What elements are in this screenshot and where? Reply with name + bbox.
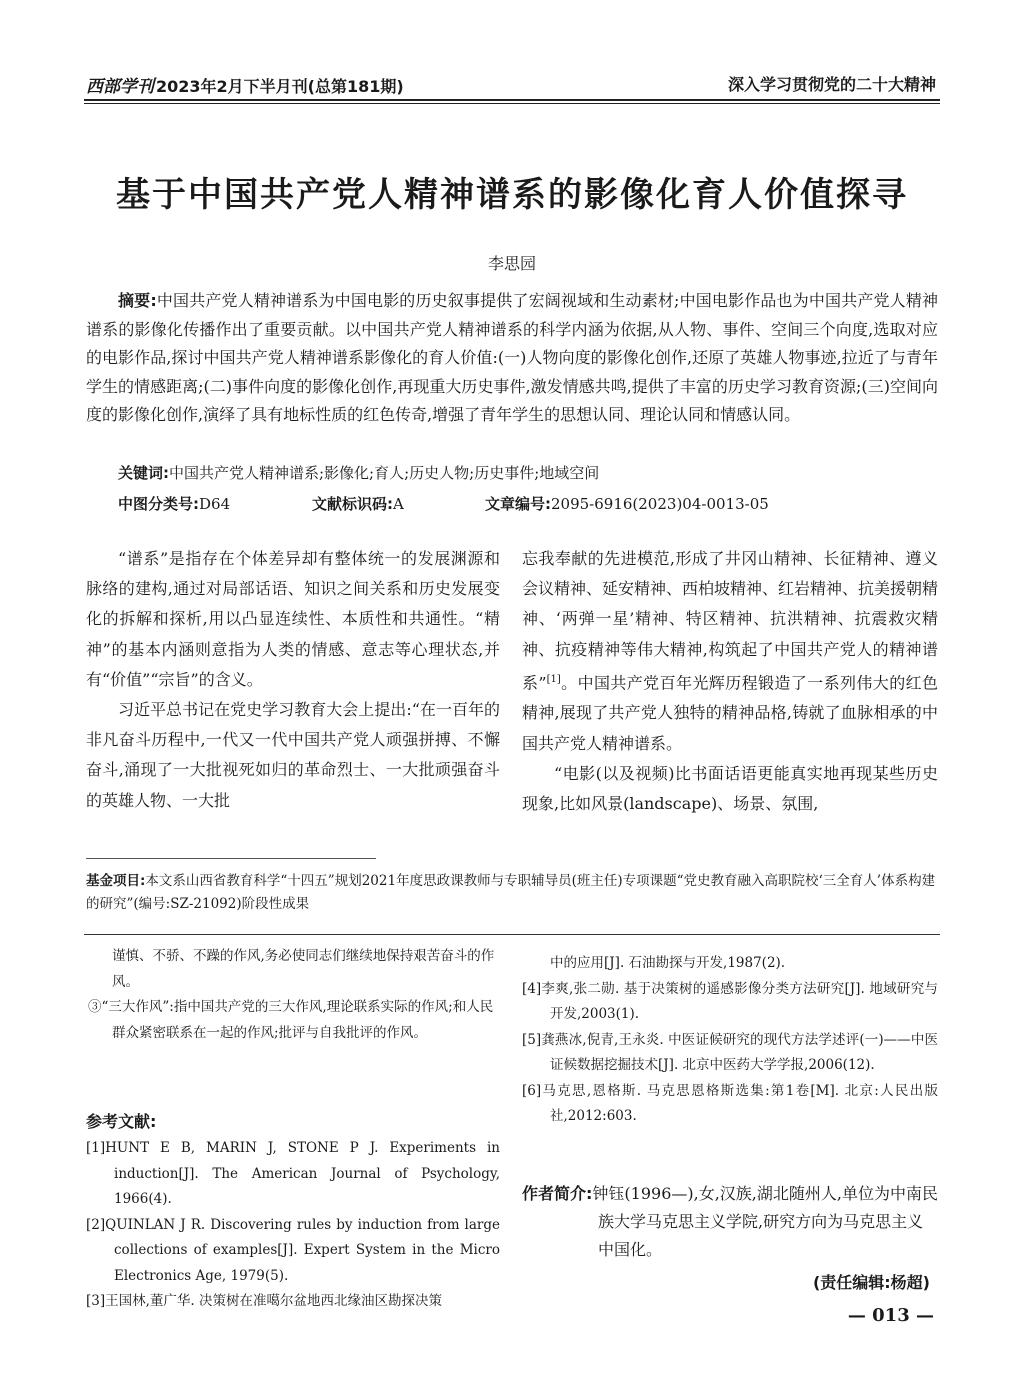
keywords-label: 关键词: bbox=[118, 464, 169, 482]
section-divider bbox=[84, 934, 940, 935]
funding-text: 本文系山西省教育科学“十四五”规划2021年度思政课教师与专职辅导员(班主任)专项课题“党史教育融入高职院校‘三全育人’体系构建的研究”(编号:SZ-21092)阶段性成果 bbox=[86, 873, 936, 912]
notes bbox=[88, 944, 500, 1046]
author-bio bbox=[522, 1180, 938, 1264]
clc-label: 中图分类号: bbox=[118, 495, 199, 513]
article-title: 基于中国共产党人精神谱系的影像化育人价值探寻 bbox=[116, 175, 908, 215]
body-paragraph: “谱系”是指存在个体差异却有整体统一的发展渊源和脉络的建构,通过对局部话语、知识之间关系和历史发展变化的拆解和探析,用以凸显连续性、本质性和共通性。“精神”的基本内涵则意指为人类的情感、意志等心理状态,并有“价值”“宗旨”的含义。 bbox=[86, 549, 500, 689]
body-paragraph: 习近平总书记在党史学习教育大会上提出:“在一百年的非凡奋斗历程中,一代又一代中国共产党人顽强拼搏、不懈奋斗,涌现了一大批视死如归的革命烈士、一大批顽强奋斗的英雄人物、一大批 bbox=[86, 700, 500, 810]
body-paragraph bbox=[522, 544, 938, 759]
issue-info: 2023年2月下半月刊(总第181期) bbox=[156, 77, 404, 96]
art-label: 文章编号: bbox=[485, 495, 551, 513]
reference-item: [4]李爽,张二勋. 基于决策树的遥感影像分类方法研究[J]. 地域研究与开发,2003(1). bbox=[522, 980, 938, 1022]
reference-item: [3]王国林,董广华. 决策树在准噶尔盆地西北缘油区勘探决策 bbox=[86, 1293, 442, 1309]
page-number: — 013 — bbox=[847, 1305, 934, 1326]
body-text: 。中国共产党百年光辉历程锻造了一系列伟大的红色精神,展现了共产党人独特的精神品格,铸就了血脉相承的中国共产党人精神谱系。 bbox=[522, 673, 938, 753]
document-code bbox=[312, 493, 404, 514]
article-number bbox=[485, 493, 769, 514]
abstract-text: 中国共产党人精神谱系为中国电影的历史叙事提供了宏阔视域和生动素材;中国电影作品也为中国共产党人精神谱系的影像化传播作出了重要贡献。以中国共产党人精神谱系的科学内涵为依据,从人物、事件、空间三个向度,选取对应的电影作品,探讨中国共产党人精神谱系影像化的育人价值:(一)人物向度的影像化创作,还原了英雄人物事迹,拉近了与青年学生的情感距离;(二)事件向度的影像化创作,再现重大历史事件,激发情感共鸣,提供了丰富的历史学习教育资源;(三)空间向度的影像化创作,演绎了具有地标性质的红色传奇,增强了青年学生的思想认同、理论认同和情感认同。 bbox=[86, 291, 938, 424]
references-title: 参考文献: bbox=[86, 1112, 157, 1131]
author-bio-label: 作者简介: bbox=[522, 1184, 593, 1203]
reference-item: [6]马克思,恩格斯. 马克思恩格斯选集:第1卷[M]. 北京:人民出版社,2012:603. bbox=[522, 1082, 938, 1124]
note-item: ③“三大作风”:指中国共产党的三大作风,理论联系实际的作风;和人民群众紧密联系在一起的作风;批评与自我批评的作风。 bbox=[88, 999, 494, 1041]
author-bio-text: 钟钰(1996—),女,汉族,湖北随州人,单位为中南民族大学马克思主义学院,研究方向为马克思主义中国化。 bbox=[592, 1184, 938, 1259]
reference-item: [2]QUINLAN J R. Discovering rules by induction from large collections of examples[J]. Expert System in the Micro Electronics Age, 1979(5). bbox=[86, 1216, 500, 1284]
clc-value: D64 bbox=[199, 495, 231, 513]
body-paragraph: “电影(以及视频)比书面话语更能真实地再现某些历史现象,比如风景(landscape)、场景、氛围, bbox=[522, 763, 938, 813]
reference-item: [5]龚燕冰,倪青,王永炎. 中医证候研究的现代方法学述评(一)——中医证候数据挖掘技术[J]. 北京中医药大学学报,2006(12). bbox=[522, 1031, 938, 1073]
responsible-editor: (责任编辑:杨超) bbox=[812, 1273, 930, 1292]
body-text: 忘我奉献的先进模范,形成了井冈山精神、长征精神、遵义会议精神、延安精神、西柏坡精神、红岩精神、抗美援朝精神、‘两弹一星’精神、特区精神、抗洪精神、抗震救灾精神、抗疫精神等伟大精神,构筑起了中国共产党人的精神谱系” bbox=[522, 549, 939, 693]
citation-mark: [1] bbox=[546, 673, 561, 685]
footnote-rule bbox=[86, 858, 376, 859]
funding-label: 基金项目: bbox=[86, 873, 146, 889]
reference-item: [1]HUNT E B, MARIN J, STONE P J. Experiments in induction[J]. The American Journal of Psychology, 1966(4). bbox=[86, 1140, 500, 1207]
note-item: 谨慎、不骄、不躁的作风,务必使同志们继续地保持艰苦奋斗的作风。 bbox=[112, 948, 495, 990]
clc-number bbox=[118, 493, 230, 514]
reference-continuation: 中的应用[J]. 石油勘探与开发,1987(2). bbox=[550, 955, 786, 971]
header-rule-thin bbox=[84, 103, 940, 104]
body-column-left bbox=[86, 544, 500, 816]
doc-label: 文献标识码: bbox=[312, 495, 393, 513]
references-left bbox=[86, 1136, 500, 1315]
art-value: 2095-6916(2023)04-0013-05 bbox=[551, 495, 769, 513]
running-header-column: 深入学习贯彻党的二十大精神 bbox=[727, 75, 936, 94]
doc-value: A bbox=[393, 495, 404, 513]
keywords bbox=[118, 462, 599, 483]
journal-logo: 西部学刊 bbox=[86, 77, 154, 97]
running-header-issue bbox=[86, 72, 404, 97]
abstract-label: 摘要: bbox=[118, 291, 157, 310]
funding-note bbox=[86, 870, 938, 916]
keywords-text: 中国共产党人精神谱系;影像化;育人;历史人物;历史事件;地域空间 bbox=[169, 464, 600, 482]
references-right bbox=[522, 951, 938, 1130]
author-name: 李思园 bbox=[487, 254, 536, 273]
body-column-right bbox=[522, 544, 938, 819]
header-rule bbox=[84, 99, 940, 101]
abstract bbox=[86, 287, 938, 430]
